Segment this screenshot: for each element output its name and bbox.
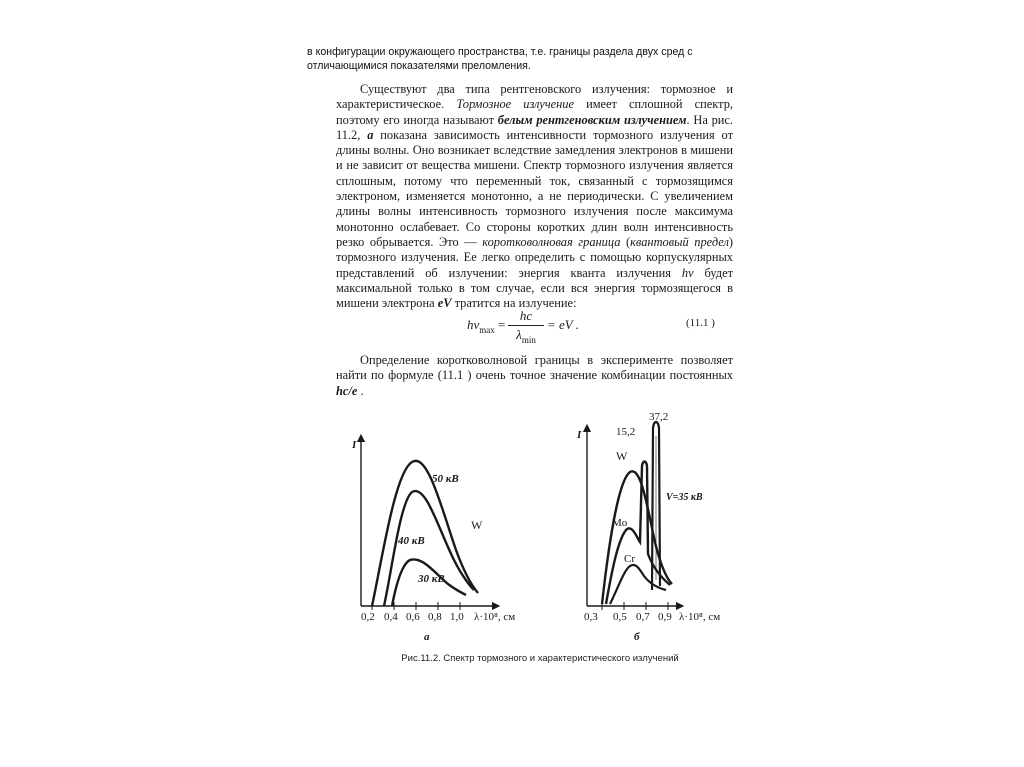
- panel-b: [576, 411, 720, 643]
- symbol-hc-e: hc/e: [336, 383, 358, 398]
- formula-lhs: $h\nu_{max}$ =: [467, 317, 506, 335]
- label-15-2: 15,2: [616, 426, 636, 438]
- formula-numerator: hc: [508, 308, 544, 326]
- formula-number: (11.1 ): [686, 317, 715, 329]
- tick-label: 0,6: [406, 611, 420, 623]
- paragraph-xray-types: [336, 82, 733, 311]
- panel-b-y-label: I: [577, 429, 582, 441]
- text-run: имеет сплошной спектр, поэтому его иногда называют: [336, 97, 733, 127]
- panel-b-letter: б: [634, 631, 640, 643]
- term-short-wave-limit: коротковолновая граница: [482, 234, 621, 249]
- text-run: очень точное значение комбинации постоянных: [471, 368, 733, 383]
- label-w-b: W: [616, 449, 628, 463]
- figure-svg: [340, 410, 730, 650]
- formula-rhs: = eV .: [547, 317, 579, 332]
- label-mo: Mo: [612, 517, 628, 529]
- symbol-ev: eV: [437, 296, 452, 311]
- panel-b-ticks: [584, 602, 720, 623]
- text-run: (: [620, 234, 631, 249]
- tick-label: 1,0: [450, 611, 464, 623]
- formula-denominator: $\lambda_{min}$: [516, 327, 536, 345]
- figure-ref-a: а: [367, 127, 374, 142]
- text-run: ) тормозного излучения. Ее легко определить с помощью корпускулярных представлений об излучении: энергия кванта излучения: [336, 234, 733, 280]
- tick-label: 0,9: [658, 611, 672, 623]
- panel-a: [351, 438, 515, 643]
- tick-label: 0,5: [613, 611, 627, 623]
- formula-ref: (11.1 ): [437, 368, 472, 383]
- tick-label: 0,8: [428, 611, 442, 623]
- text-run: Определение коротковолновой границы в эксперименте позволяет найти по формуле: [336, 353, 733, 383]
- figure-caption: Рис.11.2. Спектр тормозного и характеристического излучений: [401, 653, 679, 664]
- label-37-2: 37,2: [649, 411, 669, 423]
- text-run: тратится на излучение:: [451, 296, 577, 311]
- text-run: Существуют два типа рентгеновского излучения: тормозное и характеристическое.: [336, 82, 733, 112]
- tick-label: 0,3: [584, 611, 598, 623]
- intro-text: в конфигурации окружающего пространства, т.е. границы раздела двух сред с отличающимися показателями преломления.: [307, 46, 693, 72]
- panel-b-x-label: λ·10⁸, см: [679, 611, 721, 623]
- label-40kv: 40 кВ: [398, 535, 425, 547]
- panel-a-x-label: λ·10⁸, см: [474, 611, 516, 623]
- term-white-xray: белым рентгеновским излучением: [497, 112, 687, 127]
- tick-label: 0,2: [361, 611, 375, 623]
- term-bremsstrahlung: Тормозное излучение: [456, 97, 574, 112]
- formula-fraction: [508, 308, 544, 345]
- label-50kv: 50 кВ: [432, 473, 459, 485]
- curve-40kv: [384, 491, 474, 606]
- term-quantum-limit: квантовый предел: [630, 234, 729, 249]
- tick-label: 0,4: [384, 611, 398, 623]
- text-run: показана зависимость интенсивности тормозного излучения от длины волны. Оно возникает вследствие замедления электронов в мишени и не зависит от вещества мишени. Спектр тормозного излучения является сплошным, потому что переменный ток, связанный с тормозящимся электроном, изменяется монотонно, а не периодически. С увеличением длины волны интенсивность тормозного излучения после максимума монотонно ослабевает. Со стороны коротких длин волн интенсивность резко обрывается. Это —: [336, 127, 733, 249]
- label-voltage: V=35 кВ: [666, 492, 703, 503]
- tick-label: 0,7: [636, 611, 650, 623]
- figure-11-2: [340, 410, 730, 650]
- paragraph-short-wave-limit: [336, 353, 733, 399]
- text-run: . На рис. 11.2,: [336, 112, 733, 142]
- symbol-hv: hν: [681, 265, 694, 280]
- panel-a-letter: а: [424, 631, 430, 643]
- formula-11-1: [440, 306, 730, 348]
- panel-a-y-label: I: [352, 439, 357, 451]
- text-run: .: [357, 383, 364, 398]
- label-w-a: W: [471, 518, 483, 532]
- text-run: будет максимальной только в том случае, если вся энергия тормозящегося в мишени электрона: [336, 265, 734, 311]
- label-30kv: 30 кВ: [418, 573, 445, 585]
- label-cr: Cr: [624, 553, 635, 565]
